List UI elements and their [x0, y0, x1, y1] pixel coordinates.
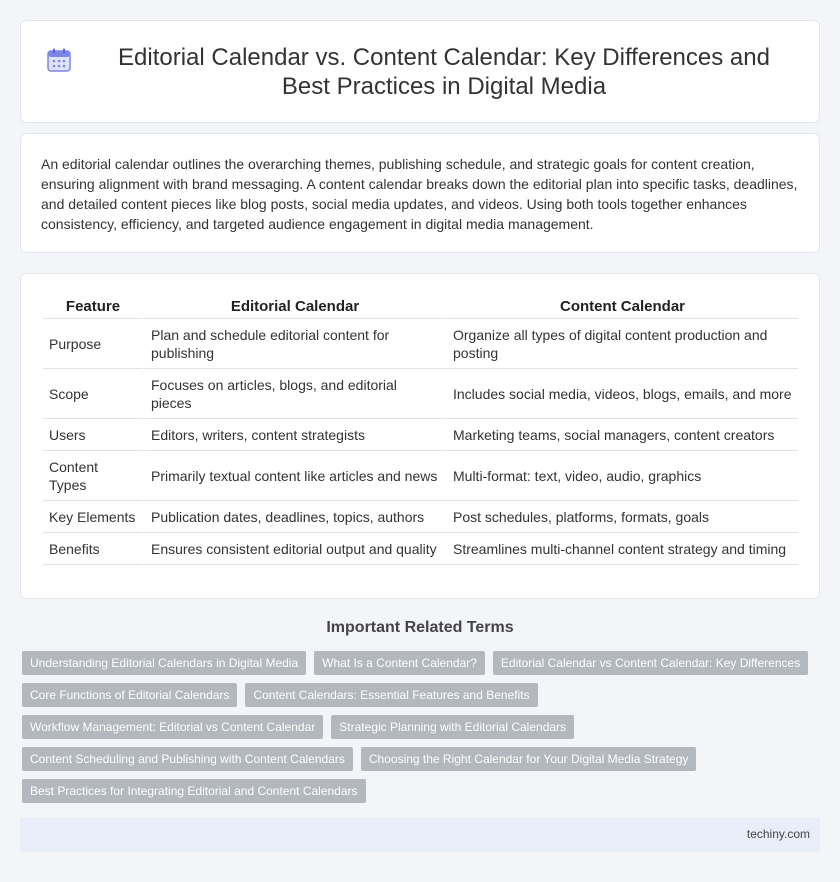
related-terms-tags [22, 651, 812, 803]
row-feature: Purpose [43, 319, 143, 369]
row-content: Includes social media, videos, blogs, emails, and more [445, 369, 798, 419]
row-editorial: Editors, writers, content strategists [143, 419, 445, 451]
intro-paragraph: An editorial calendar outlines the overarching themes, publishing schedule, and strategic goals for content creation, ensuring alignment with brand messaging. A content calendar breaks down the editorial plan into specific tasks, deadlines, and detailed content pieces like blog posts, social media updates, and videos. Using both tools together enhances consistency, efficiency, and targeted audience engagement in digital media management. [41, 156, 798, 232]
header-content-calendar: Content Calendar [445, 294, 798, 319]
row-content: Post schedules, platforms, formats, goals [445, 501, 798, 533]
comparison-table-card [20, 273, 820, 599]
table-row [43, 369, 798, 419]
row-editorial: Plan and schedule editorial content for publishing [143, 319, 445, 369]
related-term-tag[interactable]: Content Calendars: Essential Features and Benefits [245, 683, 537, 707]
related-term-tag[interactable]: Workflow Management: Editorial vs Content Calendar [22, 715, 323, 739]
comparison-table [43, 294, 798, 565]
row-editorial: Focuses on articles, blogs, and editorial pieces [143, 369, 445, 419]
table-row [43, 533, 798, 565]
table-row [43, 501, 798, 533]
header-editorial-calendar: Editorial Calendar [143, 294, 445, 319]
row-feature: Scope [43, 369, 143, 419]
table-row [43, 419, 798, 451]
row-editorial: Ensures consistent editorial output and quality [143, 533, 445, 565]
page-title: Editorial Calendar vs. Content Calendar: Key Differences and Best Practices in Digital Media [118, 44, 770, 100]
title-card [20, 20, 820, 123]
row-content: Streamlines multi-channel content strategy and timing [445, 533, 798, 565]
footer [20, 818, 820, 852]
related-terms-heading: Important Related Terms [326, 619, 514, 636]
row-editorial: Publication dates, deadlines, topics, authors [143, 501, 445, 533]
related-term-tag[interactable]: Core Functions of Editorial Calendars [22, 683, 237, 707]
intro-card [20, 133, 820, 253]
table-header-row [43, 294, 798, 319]
row-content: Organize all types of digital content production and posting [445, 319, 798, 369]
related-term-tag[interactable]: What Is a Content Calendar? [314, 651, 485, 675]
row-editorial: Primarily textual content like articles and news [143, 451, 445, 501]
related-term-tag[interactable]: Editorial Calendar vs Content Calendar: Key Differences [493, 651, 808, 675]
row-feature: Content Types [43, 451, 143, 501]
related-term-tag[interactable]: Strategic Planning with Editorial Calendars [331, 715, 574, 739]
related-term-tag[interactable]: Choosing the Right Calendar for Your Digital Media Strategy [361, 747, 697, 771]
related-term-tag[interactable]: Understanding Editorial Calendars in Digital Media [22, 651, 306, 675]
row-content: Marketing teams, social managers, content creators [445, 419, 798, 451]
table-row [43, 319, 798, 369]
header-feature: Feature [43, 294, 143, 319]
table-row [43, 451, 798, 501]
related-term-tag[interactable]: Best Practices for Integrating Editorial and Content Calendars [22, 779, 366, 803]
related-term-tag[interactable]: Content Scheduling and Publishing with Content Calendars [22, 747, 353, 771]
calendar-icon [46, 47, 72, 73]
footer-brand: techiny.com [746, 827, 810, 841]
row-feature: Key Elements [43, 501, 143, 533]
row-feature: Users [43, 419, 143, 451]
title-row [45, 43, 795, 101]
row-content: Multi-format: text, video, audio, graphics [445, 451, 798, 501]
row-feature: Benefits [43, 533, 143, 565]
